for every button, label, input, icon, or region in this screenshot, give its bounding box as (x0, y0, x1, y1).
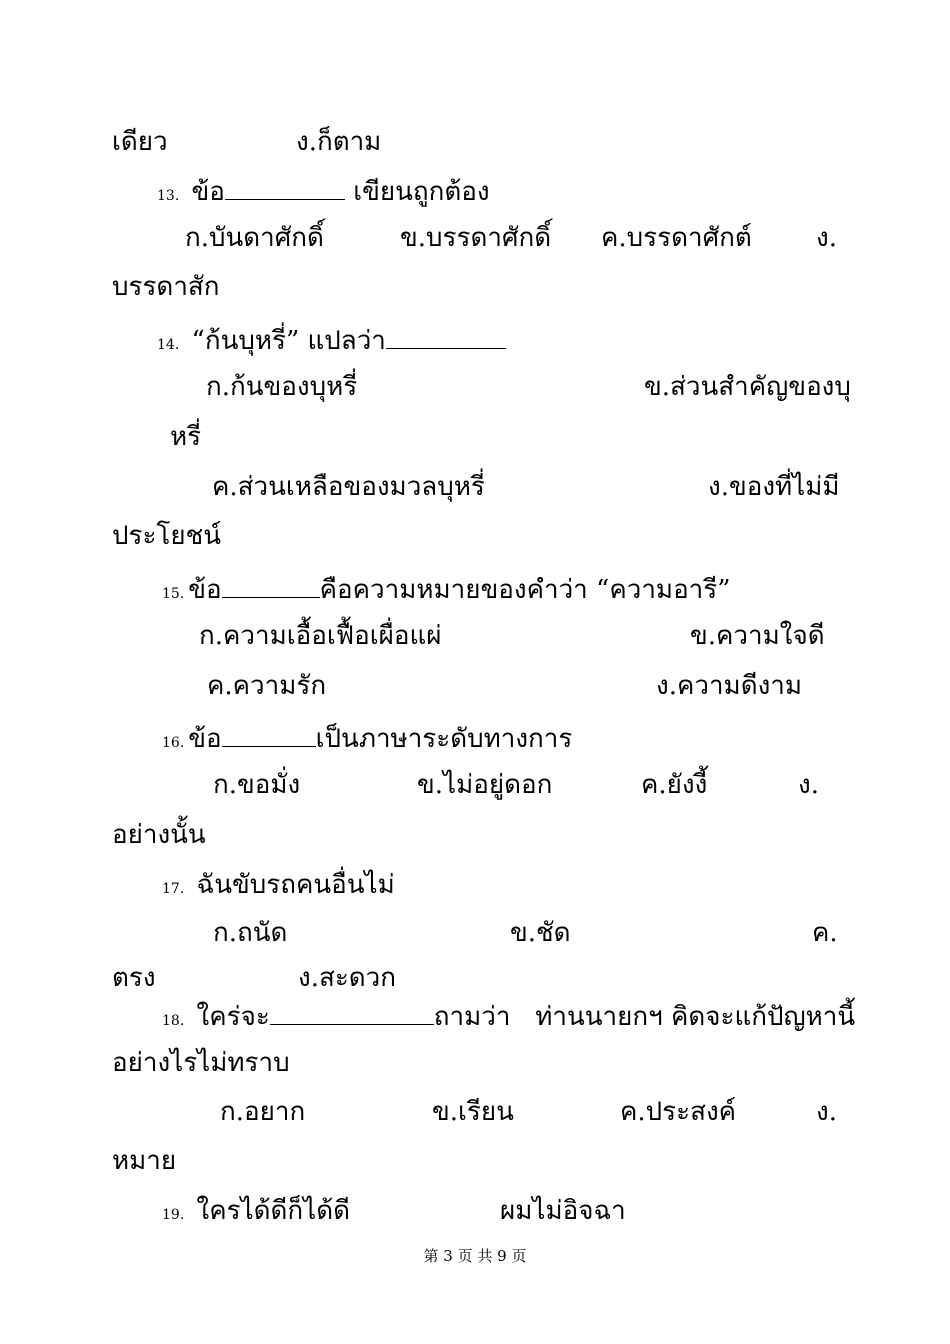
question-19 (162, 1196, 350, 1230)
option-c: ค.ความรัก (207, 671, 327, 701)
option-d: ง.ความดีงาม (656, 671, 803, 701)
question-text: เขียนถูกต้อง (353, 177, 490, 207)
question-text: ใคร่จะ (196, 1002, 270, 1032)
option-d: ง.ของที่ไม่มี (708, 472, 840, 502)
question-text: “ก้นบุหรี่” แปลว่า (191, 326, 386, 356)
option-c: ค.บรรดาศักต์ (601, 223, 752, 253)
question-text: ถามว่า ท่านนายกฯ คิดจะแก้ปัญหานี้ (433, 1002, 856, 1032)
option-d-continuation: ประโยชน์ (112, 521, 222, 551)
question-17 (162, 870, 395, 904)
continuation-text: เดียว (112, 127, 168, 157)
question-number: 18. (162, 1013, 185, 1029)
option-c: ค.ยังงี้ (641, 770, 708, 800)
option-a: ก.ความเอื้อเฟื้อเผื่อแผ่ (199, 621, 442, 651)
option-c: ค.ประสงค์ (620, 1097, 737, 1127)
option-d: ง.ก็ตาม (296, 127, 382, 157)
question-15 (162, 571, 731, 609)
option-c: ค. (812, 918, 838, 948)
question-text: ใครได้ดีก็ได้ดี (196, 1196, 351, 1226)
answer-blank (386, 322, 506, 349)
option-c: ค.ส่วนเหลือของมวลบุหรี่ (212, 472, 485, 502)
question-number: 17. (162, 881, 185, 897)
option-a: ก.บันดาศักดิ์ (185, 223, 324, 253)
question-text: ข้อ (188, 575, 222, 605)
question-18 (162, 998, 855, 1036)
question-text: เป็นภาษาระดับทางการ (315, 724, 573, 754)
question-number: 19. (162, 1207, 185, 1223)
option-d: ง. (816, 1097, 837, 1127)
option-b-continuation: หรี่ (170, 422, 202, 452)
option-d-continuation: บรรดาสัก (112, 272, 220, 302)
option-d-continuation: หมาย (112, 1146, 177, 1176)
question-number: 14. (157, 337, 180, 353)
question-14 (157, 322, 506, 360)
question-16 (162, 720, 572, 758)
option-d: ง.สะดวก (298, 963, 397, 993)
option-b: ข.ส่วนสำคัญของบุ (644, 372, 851, 402)
question-text-continued: ผมไม่อิจฉา (500, 1196, 626, 1226)
answer-blank (222, 720, 316, 747)
question-number: 16. (162, 735, 185, 751)
option-a: ก.ถนัด (213, 918, 288, 948)
option-a: ก.ก้นของบุหรี่ (206, 372, 358, 402)
question-text: ข้อ (188, 724, 222, 754)
option-d: ง. (798, 770, 819, 800)
option-b: ข.ความใจดี (690, 621, 825, 651)
option-b: ข.ชัด (510, 918, 571, 948)
question-number: 15. (162, 586, 185, 602)
option-d: ง. (816, 223, 837, 253)
question-text: ฉันขับรถคนอื่นไม่ (196, 870, 395, 900)
answer-blank (225, 173, 345, 200)
answer-blank (222, 571, 320, 598)
option-a: ก.อยาก (220, 1097, 306, 1127)
question-text: ข้อ (191, 177, 225, 207)
option-c-continuation: ตรง (112, 963, 156, 993)
option-b: ข.บรรดาศักดิ์ (400, 223, 552, 253)
option-a: ก.ขอมั่ง (213, 770, 301, 800)
question-text: คือความหมายของคำว่า “ความอารี” (319, 575, 731, 605)
option-b: ข.เรียน (432, 1097, 514, 1127)
question-continuation: อย่างไรไม่ทราบ (112, 1048, 290, 1078)
question-13 (157, 173, 490, 211)
option-b: ข.ไม่อยู่ดอก (417, 770, 553, 800)
question-number: 13. (157, 188, 180, 204)
answer-blank (270, 998, 434, 1025)
option-d-continuation: อย่างนั้น (112, 820, 206, 850)
page-footer: 第 3 页 共 9 页 (423, 1247, 527, 1265)
